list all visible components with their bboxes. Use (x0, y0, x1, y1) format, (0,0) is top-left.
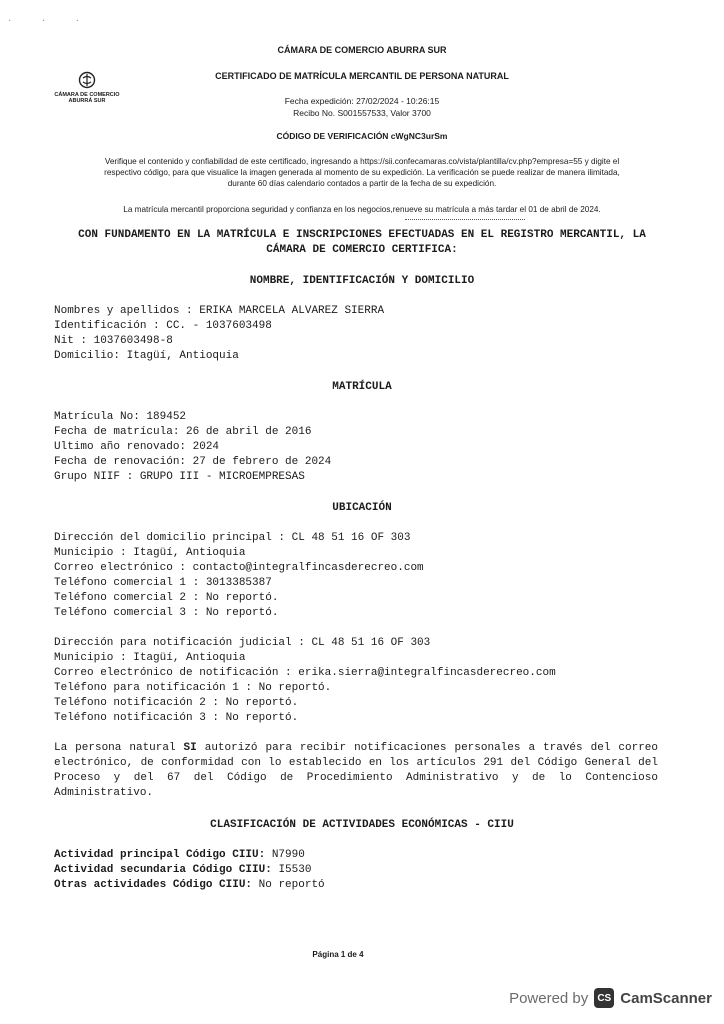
powered-by-text: Powered by (509, 989, 589, 1007)
secondary-value: I5530 (271, 864, 312, 876)
logo-line2: ABURRÁ SUR (68, 98, 106, 104)
municipality: Municipio : Itagüí, Antioquia (54, 547, 246, 559)
notif-phone-1: Teléfono para notificación 1 : No reportó. (54, 682, 332, 694)
certificate-title: CERTIFICADO DE MATRÍCULA MERCANTIL DE PERSONA NATURAL (215, 71, 509, 81)
consent-post: autorizó para recibir notificaciones personales a través del correo electrónico, de conformidad con lo establecido en los artículos 291 del Código General del Proceso y del 67 del Código de Procedimiento Administrativo y de lo Contencioso Administrativo. (54, 742, 658, 799)
activities-block (54, 848, 325, 893)
judicial-block (54, 636, 556, 726)
verify-line-1: Verifique el contenido y confiabilidad de este certificado, ingresando a https://sii.confecamaras.co/vista/plantilla/cv.php?empresa=55 y digite el (104, 157, 620, 166)
niif-group: Grupo NIIF : GRUPO III - MICROEMPRESAS (54, 471, 305, 483)
other-label: Otras actividades Código CIIU: (54, 879, 253, 891)
phone-2: Teléfono comercial 2 : No reportó. (54, 592, 279, 604)
phone-3: Teléfono comercial 3 : No reportó. (54, 607, 279, 619)
other-activities (54, 878, 325, 893)
judicial-address: Dirección para notificación judicial : CL 48 51 16 OF 303 (54, 637, 431, 649)
notif-phone-3: Teléfono notificación 3 : No reportó. (54, 712, 299, 724)
phone-1: Teléfono comercial 1 : 3013385387 (54, 577, 272, 589)
registration-number: Matrícula No: 189452 (54, 411, 187, 423)
last-renewed-year: Ultimo año renovado: 2024 (54, 441, 220, 453)
names: Nombres y apellidos : ERIKA MARCELA ALVAREZ SIERRA (54, 305, 385, 317)
primary-value: N7990 (265, 849, 305, 861)
registration-heading: MATRÍCULA (332, 381, 392, 393)
location-block (54, 531, 424, 621)
camscanner-name: CamScanner (620, 989, 712, 1007)
logo-line1: CÁMARA DE COMERCIO (54, 92, 120, 98)
certifies-line-2: CÁMARA DE COMERCIO CERTIFICA: (266, 244, 458, 256)
camscanner-logo-icon: CS (594, 988, 614, 1008)
registration-block (54, 410, 331, 485)
judicial-municipality: Municipio : Itagüí, Antioquia (54, 652, 246, 664)
scan-artifact-dots: · · · (8, 16, 93, 27)
identity-block (54, 304, 384, 364)
chamber-name: CÁMARA DE COMERCIO ABURRA SUR (277, 45, 447, 55)
notif-phone-2: Teléfono notificación 2 : No reportó. (54, 697, 299, 709)
registration-date: Fecha de matrícula: 26 de abril de 2016 (54, 426, 312, 438)
secondary-label: Actividad secundaria Código CIIU: (54, 864, 272, 876)
verify-line-3: durante 60 días calendario contados a partir de la fecha de su expedición. (227, 179, 497, 188)
receipt-info: Recibo No. S001557533, Valor 3700 (293, 108, 431, 118)
verification-code: CÓDIGO DE VERIFICACIÓN cWgNC3urSm (276, 131, 448, 141)
primary-label: Actividad principal Código CIIU: (54, 849, 266, 861)
notification-consent (54, 741, 658, 801)
page-number: Página 1 de 4 (312, 950, 364, 959)
main-address: Dirección del domicilio principal : CL 48 51 16 OF 303 (54, 532, 411, 544)
email: Correo electrónico : contacto@integralfincasderecreo.com (54, 562, 424, 574)
dotted-rule (405, 219, 525, 220)
consent-si: SI (183, 742, 197, 754)
domicile: Domicilio: Itagüí, Antioquia (54, 350, 239, 362)
location-heading: UBICACIÓN (332, 502, 392, 514)
other-value: No reportó (252, 879, 325, 891)
identification: Identificación : CC. - 1037603498 (54, 320, 272, 332)
renewal-date: Fecha de renovación: 27 de febrero de 2024 (54, 456, 332, 468)
renewal-notice: La matrícula mercantil proporciona seguridad y confianza en los negocios,renueve su matrícula a más tardar el 01 de abril de 2024. (123, 205, 601, 214)
consent-pre: La persona natural (54, 742, 184, 754)
verification-notice (44, 156, 680, 189)
secondary-activity (54, 863, 325, 878)
certifies-line-1: CON FUNDAMENTO EN LA MATRÍCULA E INSCRIPCIONES EFECTUADAS EN EL REGISTRO MERCANTIL, LA (78, 229, 646, 241)
issue-date: Fecha expedición: 27/02/2024 - 10:26:15 (284, 96, 440, 106)
camscanner-watermark (509, 984, 712, 1012)
identity-heading: NOMBRE, IDENTIFICACIÓN Y DOMICILIO (249, 275, 475, 287)
verify-line-2: respectivo código, para que visualice la imagen generada al momento de su expedición. La verificación se puede realizar de manera ilimitada, (104, 168, 620, 177)
primary-activity (54, 848, 325, 863)
judicial-email: Correo electrónico de notificación : erika.sierra@integralfincasderecreo.com (54, 667, 556, 679)
activities-heading: CLASIFICACIÓN DE ACTIVIDADES ECONÓMICAS - CIIU (210, 819, 514, 831)
nit: Nit : 1037603498-8 (54, 335, 173, 347)
